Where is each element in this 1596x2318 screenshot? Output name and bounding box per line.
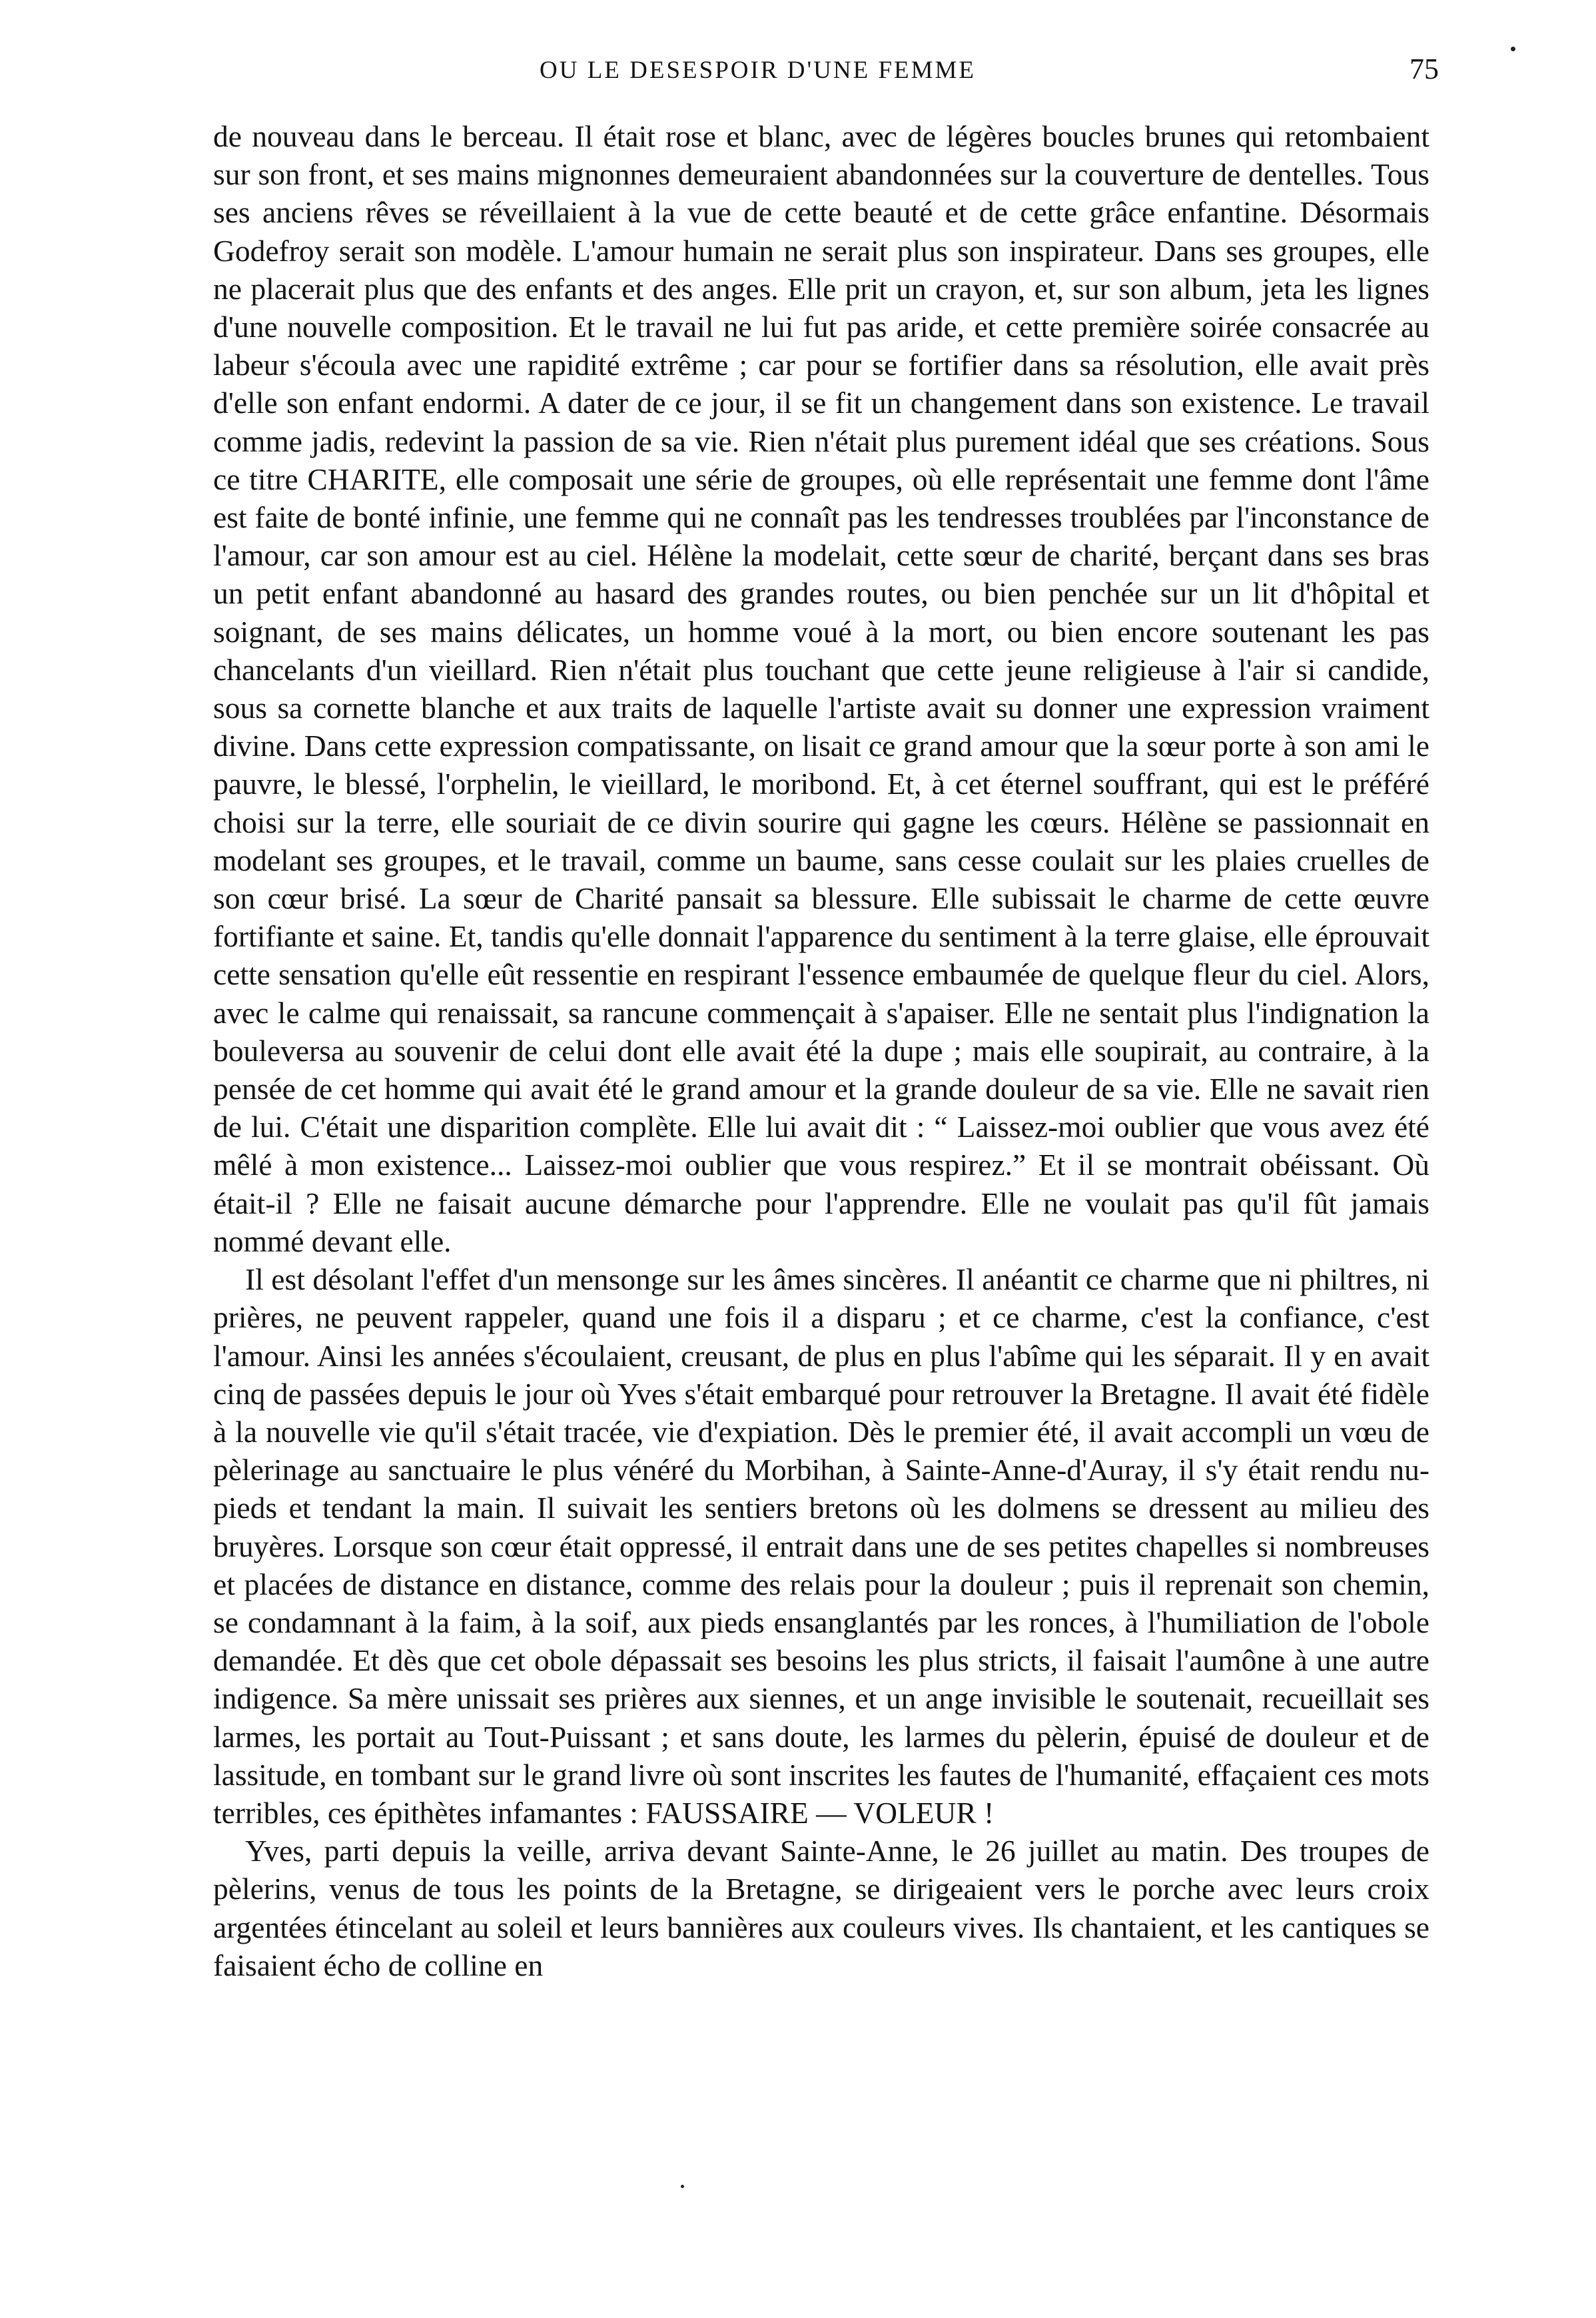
running-title: OU LE DESESPOIR D'UNE FEMME bbox=[540, 57, 977, 84]
body-text bbox=[213, 117, 1429, 1984]
paragraph-2: Il est désolant l'effet d'un mensonge sur les âmes sincères. Il anéantit ce charme que ni philtres, ni prières, ne peuvent rappeler, quand une fois il a disparu ; et ce charme, c'est la confiance, c'est l'amour. Ainsi les années s'écoulaient, creusant, de plus en plus l'abîme qui les séparait. Il y en avait cinq de passées depuis le jour où Yves s'était embarqué pour retrouver la Bretagne. Il avait été fidèle à la nouvelle vie qu'il s'était tracée, vie d'expiation. Dès le premier été, il avait accompli un vœu de pèlerinage au sanctuaire le plus vénéré du Morbihan, à Sainte-Anne-d'Auray, il s'y était rendu nu-pieds et tendant la main. Il suivait les sentiers bretons où les dolmens se dressent au milieu des bruyères. Lorsque son cœur était oppressé, il entrait dans une de ses petites chapelles si nombreuses et placées de distance en distance, comme des relais pour la douleur ; puis il reprenait son chemin, se condamnant à la faim, à la soif, aux pieds ensanglantés par les ronces, à l'humiliation de l'obole demandée. Et dès que cet obole dépassait ses besoins les plus stricts, il faisait l'aumône à une autre indigence. Sa mère unissait ses prières aux siennes, et un ange invisible le soutenait, recueillait ses larmes, les portait au Tout-Puissant ; et sans doute, les larmes du pèlerin, épuisé de douleur et de lassitude, en tombant sur le grand livre où sont inscrites les fautes de l'humanité, effaçaient ces mots terribles, ces épithètes infamantes : FAUSSAIRE — VOLEUR ! bbox=[213, 1262, 1429, 1830]
scan-speck bbox=[681, 2185, 684, 2188]
scan-speck bbox=[1511, 47, 1515, 51]
paragraph-3: Yves, parti depuis la veille, arriva devant Sainte-Anne, le 26 juillet au matin. Des troupes de pèlerins, venus de tous les points de la Bretagne, se dirigeaient vers le porche avec leurs croix argentées étincelant au soleil et leurs bannières aux couleurs vives. Ils chantaient, et les cantiques se faisaient écho de colline en bbox=[213, 1834, 1429, 1982]
page-number: 75 bbox=[1409, 53, 1439, 85]
running-head bbox=[213, 53, 1439, 96]
paragraph-1: de nouveau dans le berceau. Il était rose et blanc, avec de légères boucles brunes qui retombaient sur son front, et ses mains mignonnes demeuraient abandonnées sur la couverture de dentelles. Tous ses anciens rêves se réveillaient à la vue de cette beauté et de cette grâce enfantine. Désormais Godefroy serait son modèle. L'amour humain ne serait plus son inspirateur. Dans ses groupes, elle ne placerait plus que des enfants et des anges. Elle prit un crayon, et, sur son album, jeta les lignes d'une nouvelle composition. Et le travail ne lui fut pas aride, et cette première soirée consacrée au labeur s'écoula avec une rapidité extrême ; car pour se fortifier dans sa résolution, elle avait près d'elle son enfant endormi. A dater de ce jour, il se fit un changement dans son existence. Le travail comme jadis, redevint la passion de sa vie. Rien n'était plus purement idéal que ses créations. Sous ce titre CHARITE, elle composait une série de groupes, où elle représentait une femme dont l'âme est faite de bonté infinie, une femme qui ne connaît pas les tendresses troublées par l'inconstance de l'amour, car son amour est au ciel. Hélène la modelait, cette sœur de charité, berçant dans ses bras un petit enfant abandonné au hasard des grandes routes, ou bien penchée sur un lit d'hôpital et soignant, de ses mains délicates, un homme voué à la mort, ou bien encore soutenant les pas chancelants d'un vieillard. Rien n'était plus touchant que cette jeune religieuse à l'air si candide, sous sa cornette blanche et aux traits de laquelle l'artiste avait su donner une expression vraiment divine. Dans cette expression compatissante, on lisait ce grand amour que la sœur porte à son ami le pauvre, le blessé, l'orphelin, le vieillard, le moribond. Et, à cet éternel souffrant, qui est le préféré choisi sur la terre, elle souriait de ce divin sourire qui gagne les cœurs. Hélène se passionnait en modelant ses groupes, et le travail, comme un baume, sans cesse coulait sur les plaies cruelles de son cœur brisé. La sœur de Charité pansait sa blessure. Elle subissait le charme de cette œuvre fortifiante et saine. Et, tandis qu'elle donnait l'apparence du sentiment à la terre glaise, elle éprouvait cette sensation qu'elle eût ressentie en respirant l'essence embaumée de quelque fleur du ciel. Alors, avec le calme qui renaissait, sa rancune commençait à s'apaiser. Elle ne sentait plus l'indignation la bouleversa au souvenir de celui dont elle avait été la dupe ; mais elle soupirait, au contraire, à la pensée de cet homme qui avait été le grand amour et la grande douleur de sa vie. Elle ne savait rien de lui. C'était une disparition complète. Elle lui avait dit : “ Laissez-moi oublier que vous avez été mêlé à mon existence... Laissez-moi oublier que vous respirez.” Et il se montrait obéissant. Où était-il ? Elle ne faisait aucune démarche pour l'apprendre. Elle ne voulait pas qu'il fût jamais nommé devant elle. bbox=[213, 119, 1429, 1258]
